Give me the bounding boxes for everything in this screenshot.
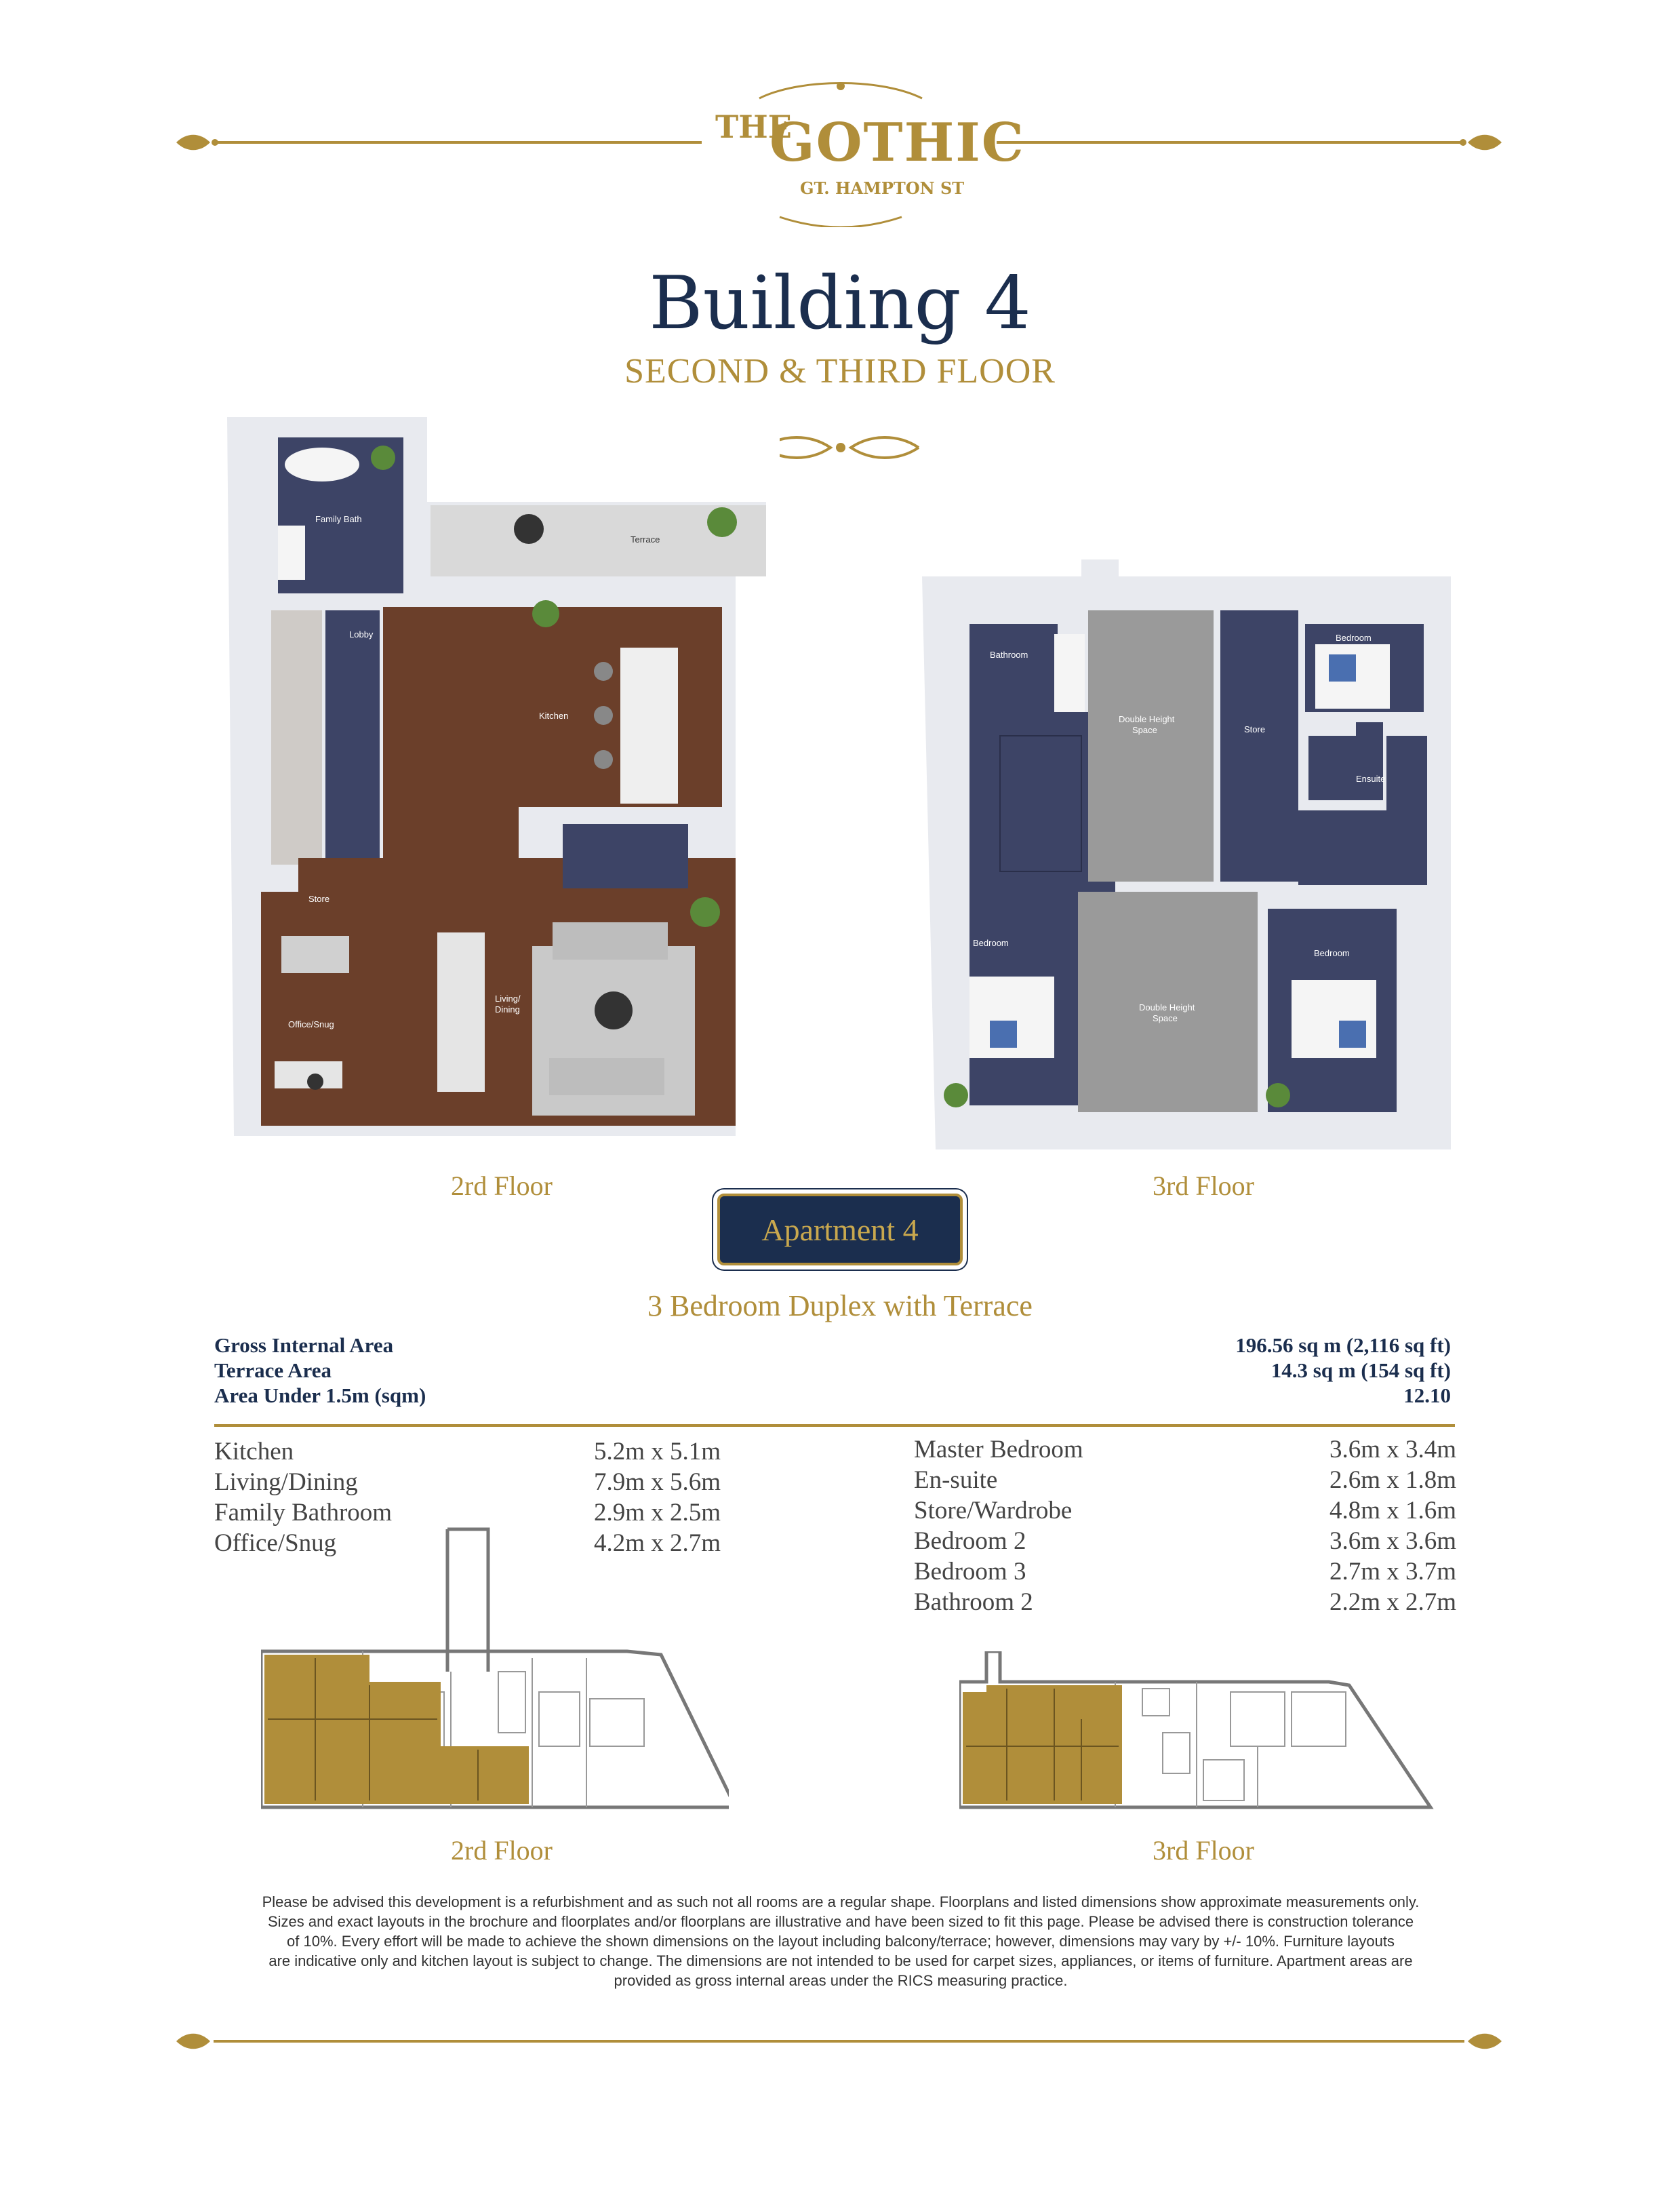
dim-room: Living/Dining [214, 1468, 358, 1496]
dim-row [214, 1436, 770, 1467]
bottom-ornament [173, 2028, 1505, 2055]
room-label-office-snug: Office/Snug [288, 1019, 334, 1029]
room-label-bathroom: Bathroom [990, 650, 1028, 660]
dim-room: En-suite [914, 1466, 998, 1494]
room-label-double-height-upper: Double Height [1119, 714, 1175, 724]
third-floor-keyplan-label: 3rd Floor [1153, 1835, 1254, 1866]
dim-size: 3.6m x 3.6m [1329, 1527, 1456, 1555]
second-floor-plan [220, 417, 780, 1153]
dim-row [914, 1526, 1456, 1556]
room-label-kitchen: Kitchen [539, 711, 569, 721]
disclaimer [163, 1892, 1519, 1990]
dim-size: 3.6m x 3.4m [1329, 1436, 1456, 1463]
dim-size: 2.7m x 3.7m [1329, 1558, 1456, 1586]
area-under-value: 12.10 [1403, 1383, 1451, 1407]
third-floor-plan [922, 559, 1458, 1160]
room-label-double-height-lower: Double Height [1139, 1002, 1195, 1012]
dim-size: 2.6m x 1.8m [1329, 1466, 1456, 1494]
dim-room: Master Bedroom [914, 1436, 1083, 1463]
logo-street: GT. HAMPTON ST [800, 178, 965, 198]
dim-room: Bedroom 2 [914, 1527, 1026, 1555]
room-label-bedroom-top: Bedroom [1336, 633, 1372, 643]
logo [705, 71, 1025, 227]
disclaimer-line: are indicative only and kitchen layout is subject to change. The dimensions are not intended to be used for carpet sizes, appliances, or items of furniture. Apartment areas are [268, 1952, 1413, 1969]
terrace-area-value: 14.3 sq m (154 sq ft) [1271, 1358, 1451, 1382]
disclaimer-line: of 10%. Every effort will be made to achieve the shown dimensions on the layout including balcony/terrace; however, dimensions may vary by +/- 10%. Furniture layouts [287, 1933, 1395, 1950]
area-labels [214, 1333, 689, 1408]
svg-text:Space: Space [1153, 1013, 1178, 1023]
gross-internal-area-label: Gross Internal Area [214, 1333, 394, 1357]
dim-size: 2.2m x 2.7m [1329, 1588, 1456, 1616]
dim-size: 4.8m x 1.6m [1329, 1497, 1456, 1524]
dim-size: 2.9m x 2.5m [594, 1499, 721, 1527]
room-label-store: Store [308, 894, 330, 904]
svg-text:Dining: Dining [495, 1004, 520, 1015]
dim-size: 4.2m x 2.7m [594, 1529, 721, 1557]
dim-room: Bathroom 2 [914, 1588, 1033, 1616]
room-label-lobby: Lobby [349, 629, 374, 639]
gross-internal-area-value: 196.56 sq m (2,116 sq ft) [1235, 1333, 1451, 1357]
room-label-family-bath: Family Bath [315, 514, 362, 524]
area-under-label: Area Under 1.5m (sqm) [214, 1383, 426, 1407]
room-label-living-dining: Living/ [495, 993, 521, 1004]
third-floor-keyplan [959, 1651, 1434, 1821]
dim-row [914, 1495, 1456, 1526]
top-left-ornament [173, 129, 702, 156]
room-label-store-3rd: Store [1244, 724, 1266, 734]
dim-row [914, 1556, 1456, 1587]
apartment-description: 3 Bedroom Duplex with Terrace [647, 1289, 1033, 1322]
dim-size: 7.9m x 5.6m [594, 1468, 721, 1496]
second-floor-keyplan-label: 2rd Floor [451, 1835, 553, 1866]
dimensions-right [914, 1434, 1456, 1617]
page-title: Building 4 [649, 261, 1031, 346]
room-label-bedroom-bottom: Bedroom [1314, 948, 1350, 958]
room-label-terrace: Terrace [631, 534, 660, 545]
disclaimer-line: provided as gross internal areas under the RICS measuring practice. [614, 1972, 1068, 1989]
disclaimer-line: Please be advised this development is a refurbishment and as such not all rooms are a regular shape. Floorplans and listed dimensions show approximate measurements only. [262, 1893, 1420, 1910]
svg-text:Space: Space [1132, 725, 1157, 735]
logo-the: THE [715, 109, 792, 145]
dim-row [914, 1434, 1456, 1465]
dim-room: Store/Wardrobe [914, 1497, 1073, 1524]
terrace-area-label: Terrace Area [214, 1358, 332, 1382]
dim-room: Family Bathroom [214, 1499, 393, 1527]
logo-gothic: GOTHIC [769, 112, 1025, 174]
dim-room: Bedroom 3 [914, 1558, 1026, 1586]
dim-row [914, 1587, 1456, 1617]
dim-row [914, 1465, 1456, 1495]
second-floor-keyplan [261, 1522, 729, 1821]
apartment-badge [717, 1194, 963, 1265]
title-flourish-icon [756, 434, 925, 461]
room-label-bedroom-left: Bedroom [973, 938, 1009, 948]
dim-size: 5.2m x 5.1m [594, 1438, 721, 1465]
top-right-ornament [997, 129, 1505, 156]
dim-room: Office/Snug [214, 1529, 337, 1557]
area-values [1017, 1333, 1451, 1408]
third-floor-label: 3rd Floor [1153, 1170, 1254, 1201]
dim-row [214, 1467, 770, 1497]
page-subtitle: SECOND & THIRD FLOOR [624, 352, 1056, 391]
room-label-ensuite: Ensuite [1356, 774, 1386, 784]
divider [214, 1424, 1455, 1427]
disclaimer-line: Sizes and exact layouts in the brochure and floorplates and/or floorplans are illustrative and have been sized to fit this page. Please be advised there is construction tolerance [267, 1913, 1414, 1930]
dim-room: Kitchen [214, 1438, 294, 1465]
apartment-badge-label: Apartment 4 [761, 1212, 919, 1247]
second-floor-label: 2rd Floor [451, 1170, 553, 1201]
